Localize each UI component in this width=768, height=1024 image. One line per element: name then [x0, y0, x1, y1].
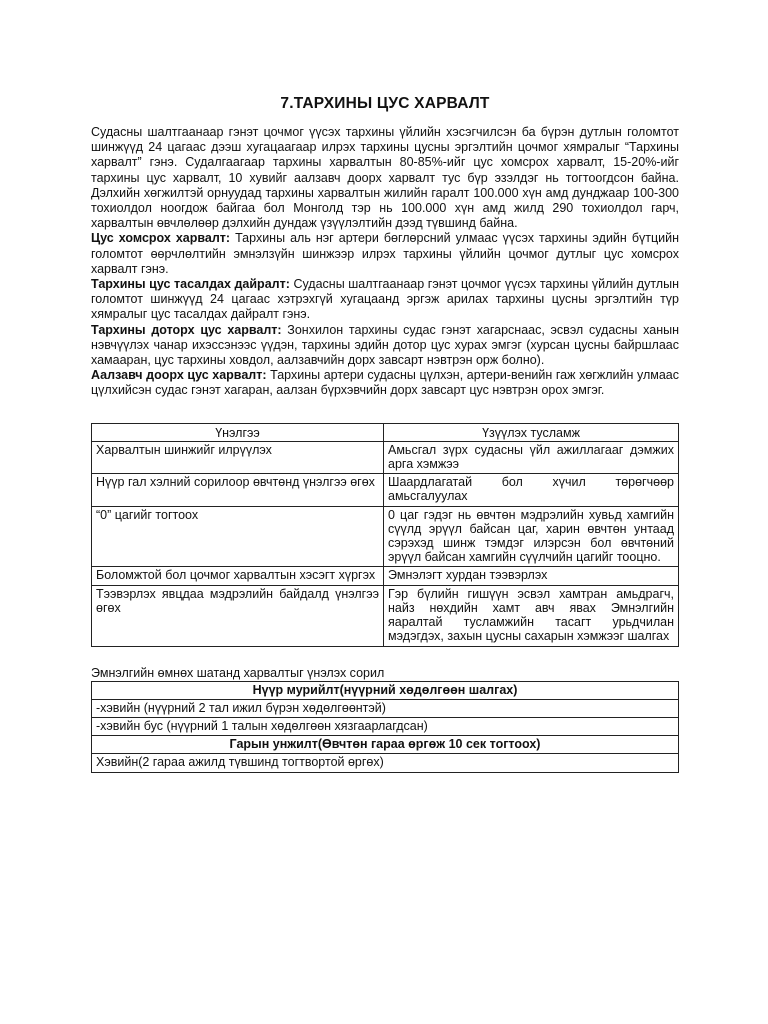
definition-paragraph	[91, 323, 679, 369]
section-header-cell: Гарын унжилт(Өвчтөн гараа өргөж 10 сек тогтоох)	[92, 736, 679, 754]
column-header: Үнэлгээ	[92, 423, 384, 441]
assessment-table	[91, 423, 679, 647]
table-row	[92, 699, 679, 717]
definition-text: Судасны шалтгаанаар гэнэт цочмог үүсэх тархины үйлийн дутлын голомтот шинжүүд 24 цагаас хэтрэхгүй хугацаанд эргэж арилах тархины цусны эргэлтийн түр хямралыг цус тасалдах дайралт гэнэ.	[91, 277, 679, 322]
table-row	[92, 736, 679, 754]
section-header-cell: Нүүр мурийлт(нүүрний хөдөлгөөн шалгах)	[92, 681, 679, 699]
prehospital-test-table	[91, 681, 679, 773]
table-row	[92, 441, 679, 473]
table-cell: Харвалтын шинжийг илрүүлэх	[92, 441, 384, 473]
column-header: Үзүүлэх тусламж	[384, 423, 679, 441]
table-cell: -хэвийн бус (нүүрний 1 талын хөдөлгөөн хязгаарлагдсан)	[92, 717, 679, 735]
table-row	[92, 506, 679, 567]
definition-paragraph	[91, 368, 679, 398]
table-row	[92, 474, 679, 506]
table-cell: “0” цагийг тогтоох	[92, 506, 384, 567]
definition-paragraph	[91, 231, 679, 277]
table-cell: Гэр бүлийн гишүүн эсвэл хамтран амьдрагч, найз нөхдийн хамт авч явах Эмнэлгийн яаралтай тусламжийн тасагт урьдчилан мэдэгдэх, захын цусны сахарын хэмжээг шалгах	[384, 585, 679, 646]
table-cell: Тээвэрлэх явцдаа мэдрэлийн байдалд үнэлгээ өгөх	[92, 585, 384, 646]
table-row	[92, 567, 679, 585]
definition-term: Цус хомсрох харвалт:	[91, 231, 231, 246]
table-cell: Нүүр гал хэлний сорилоор өвчтөнд үнэлгээ өгөх	[92, 474, 384, 506]
table-row	[92, 681, 679, 699]
intro-paragraph: Судасны шалтгаанаар гэнэт цочмог үүсэх тархины үйлийн хэсэгчилсэн ба бүрэн дутлын голомтот шинжүүд 24 цагаас дээш хугацаагаар илрэх тархины цусны эргэлтийн цочмог хямралыг “Тархины харвалт” гэнэ. Судалгаагаар тархины харвалтын 80-85%-ийг цус хомсрох харвалт, 15-20%-ийг тархины цус харвалт, 10 хувийг аалзавч доорх харвалт тус бүр эзэлдэг нь тогтоогдсон байна. Дэлхийн хөгжилтэй орнуудад тархины харвалтын жилийн гаралт 100.000 хүн амд дунджаар 100-300 тохиолдол ноогдож байгаа бол Монголд тэр нь 100.000 хүн амд жилд 290 тохиолдол гарч, харвалтын өвчлөлөөр дэлхийн дундаж үзүүлэлтийн дээд түвшинд байна.	[91, 125, 679, 231]
definition-text: Зонхилон тархины судас гэнэт хагарснаас, эсвэл судасны ханын нэвчүүлэх чанар ихэссэнээс үүдэн, тархины эдийн дотор цус хурах эмгэг (хурсан цусны байршлаас хамааран, цус тархины ховдол, аалзавчийн дорх завсарт нэвтрэн орж болно).	[91, 322, 679, 368]
definition-term: Тархины доторх цус харвалт:	[91, 322, 282, 337]
table-cell: Амьсгал зүрх судасны үйл ажиллагааг дэмжих арга хэмжээ	[384, 441, 679, 473]
table-header-row	[92, 423, 679, 441]
table-row	[92, 717, 679, 735]
test-table-caption: Эмнэлгийн өмнөх шатанд харвалтыг үнэлэх сорил	[91, 665, 385, 680]
table-cell: 0 цаг гэдэг нь өвчтөн мэдрэлийн хувьд хамгийн сүүлд эрүүл байсан цаг, харин өвчтөн унтаад сэрэхэд шинж тэмдэг илэрсэн бол өвчтөний эрүүл байсан хамгийн сүүлчийн цагийг тооцно.	[384, 506, 679, 567]
table-cell: Боломжтой бол цочмог харвалтын хэсэгт хүргэх	[92, 567, 384, 585]
definition-text: Тархины аль нэг артери бөглөрсний улмаас үүсэх тархины эдийн бүтцийн голомтот өөрчлөлтийн эмнэлзүйн шинжээр илрэх тархины үйлийн цочмог дутлыг цус хомсрох харвалт гэнэ.	[91, 231, 679, 276]
document-title: 7.ТАРХИНЫ ЦУС ХАРВАЛТ	[280, 95, 490, 112]
table-cell: Хэвийн(2 гараа ажилд түвшинд тогтвортой өргөх)	[92, 754, 679, 772]
intro-section	[91, 125, 679, 399]
definition-term: Аалзавч доорх цус харвалт:	[91, 368, 267, 383]
definition-text: Тархины артери судасны цүлхэн, артери-венийн гаж хөгжлийн улмаас цүлхийсэн судас гэнэт хагаран, аалзан бүрхэвчийн дорх завсарт цус нэвтрэн орох эмгэг.	[91, 368, 679, 398]
table-row	[92, 754, 679, 772]
table-cell: Эмнэлэгт хурдан тээвэрлэх	[384, 567, 679, 585]
table-row	[92, 585, 679, 646]
definition-paragraph	[91, 277, 679, 323]
table-cell: Шаардлагатай бол хүчил төрөгчөөр амьсгалуулах	[384, 474, 679, 506]
definition-term: Тархины цус тасалдах дайралт:	[91, 277, 290, 292]
table-cell: -хэвийн (нүүрний 2 тал ижил бүрэн хөдөлгөөнтэй)	[92, 699, 679, 717]
